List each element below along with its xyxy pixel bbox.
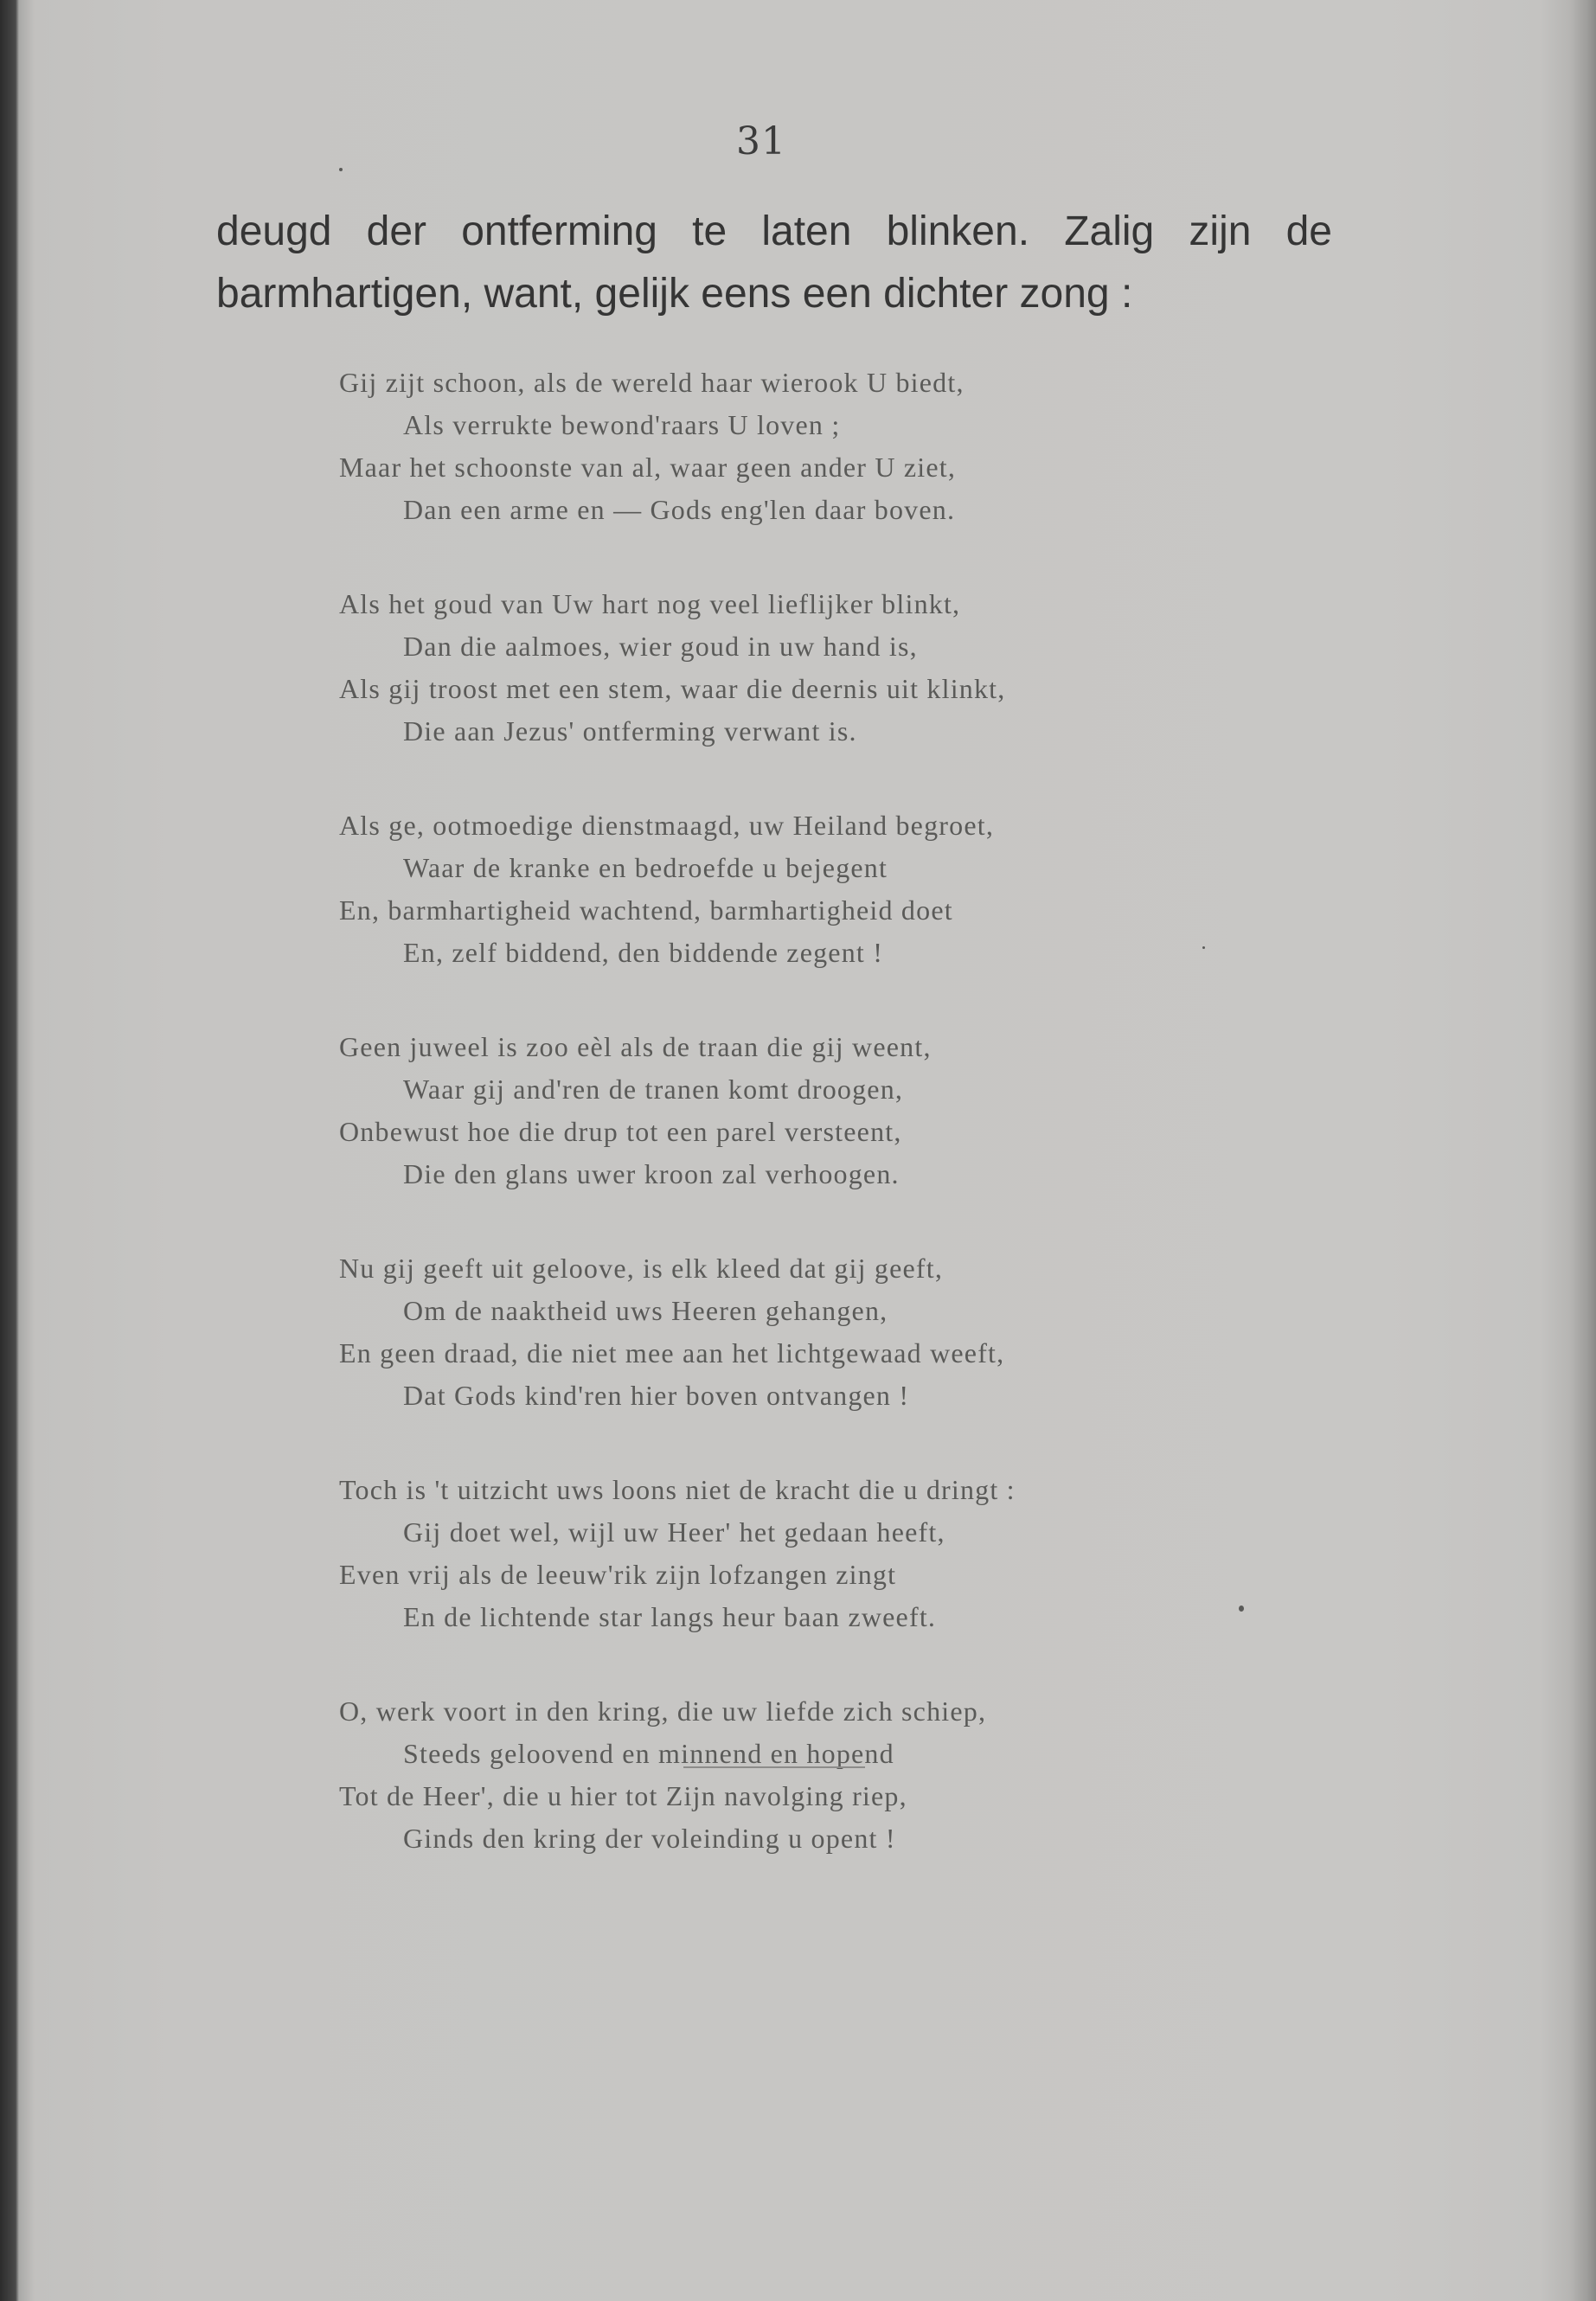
verse-line: Die den glans uwer kroon zal verhoogen. [403, 1158, 900, 1189]
paper-speck [1202, 946, 1205, 949]
poem-stanza-6 [339, 1469, 1221, 1638]
poem-stanza-2 [339, 583, 1221, 753]
verse-line: Als verrukte bewond'raars U loven ; [403, 409, 841, 440]
verse-line: Onbewust hoe die drup tot een parel versteent, [339, 1116, 902, 1147]
verse-line: En de lichtende star langs heur baan zweeft. [403, 1601, 937, 1632]
poem-stanza-3 [339, 804, 1221, 974]
paper-speck [1239, 1606, 1244, 1612]
verse-line: Tot de Heer', die u hier tot Zijn navolging riep, [339, 1780, 907, 1811]
verse-line: Even vrij als de leeuw'rik zijn lofzangen zingt [339, 1559, 897, 1590]
verse-line: Dat Gods kind'ren hier boven ontvangen ! [403, 1380, 910, 1411]
verse-line: Steeds geloovend en minnend en hopend [403, 1738, 894, 1769]
paper-speck [339, 168, 343, 171]
prose-line: barmhartigen, want, gelijk eens een dichter zong : [216, 271, 1133, 317]
verse-line: En geen draad, die niet mee aan het lichtgewaad weeft, [339, 1337, 1005, 1368]
verse-line: Waar gij and'ren de tranen komt droogen, [403, 1074, 904, 1105]
verse-line: Ginds den kring der voleinding u opent ! [403, 1823, 896, 1854]
prose-paragraph [216, 201, 1332, 325]
page-number: 31 [736, 119, 786, 163]
poem-stanza-5 [339, 1247, 1221, 1417]
poem-stanza-7 [339, 1690, 1221, 1860]
end-rule [683, 1766, 865, 1768]
poem [339, 362, 1221, 1912]
verse-line: Als het goud van Uw hart nog veel lieflijker blinkt, [339, 588, 961, 619]
verse-line: Toch is 't uitzicht uws loons niet de kracht die u dringt : [339, 1474, 1016, 1505]
verse-line: Als ge, ootmoedige dienstmaagd, uw Heiland begroet, [339, 810, 995, 841]
verse-line: En, barmhartigheid wachtend, barmhartigheid doet [339, 894, 953, 926]
poem-stanza-1 [339, 362, 1221, 531]
verse-line: En, zelf biddend, den biddende zegent ! [403, 937, 884, 968]
verse-line: Gij zijt schoon, als de wereld haar wierook U biedt, [339, 367, 965, 398]
verse-line: Als gij troost met een stem, waar die deernis uit klinkt, [339, 673, 1006, 704]
verse-line: Geen juweel is zoo eèl als de traan die gij weent, [339, 1031, 932, 1062]
verse-line: Gij doet wel, wijl uw Heer' het gedaan heeft, [403, 1516, 945, 1548]
verse-line: Om de naaktheid uws Heeren gehangen, [403, 1295, 888, 1326]
prose-line: deugd der ontferming te laten blinken. Zalig zijn de [216, 208, 1332, 254]
verse-line: Waar de kranke en bedroefde u bejegent [403, 852, 888, 883]
verse-line: Maar het schoonste van al, waar geen ander U ziet, [339, 452, 957, 483]
verse-line: Die aan Jezus' ontferming verwant is. [403, 715, 857, 747]
verse-line: Nu gij geeft uit geloove, is elk kleed dat gij geeft, [339, 1253, 944, 1284]
verse-line: Dan een arme en — Gods eng'len daar boven. [403, 494, 956, 525]
poem-stanza-4 [339, 1026, 1221, 1195]
verse-line: Dan die aalmoes, wier goud in uw hand is, [403, 631, 918, 662]
verse-line: O, werk voort in den kring, die uw liefde zich schiep, [339, 1695, 987, 1727]
